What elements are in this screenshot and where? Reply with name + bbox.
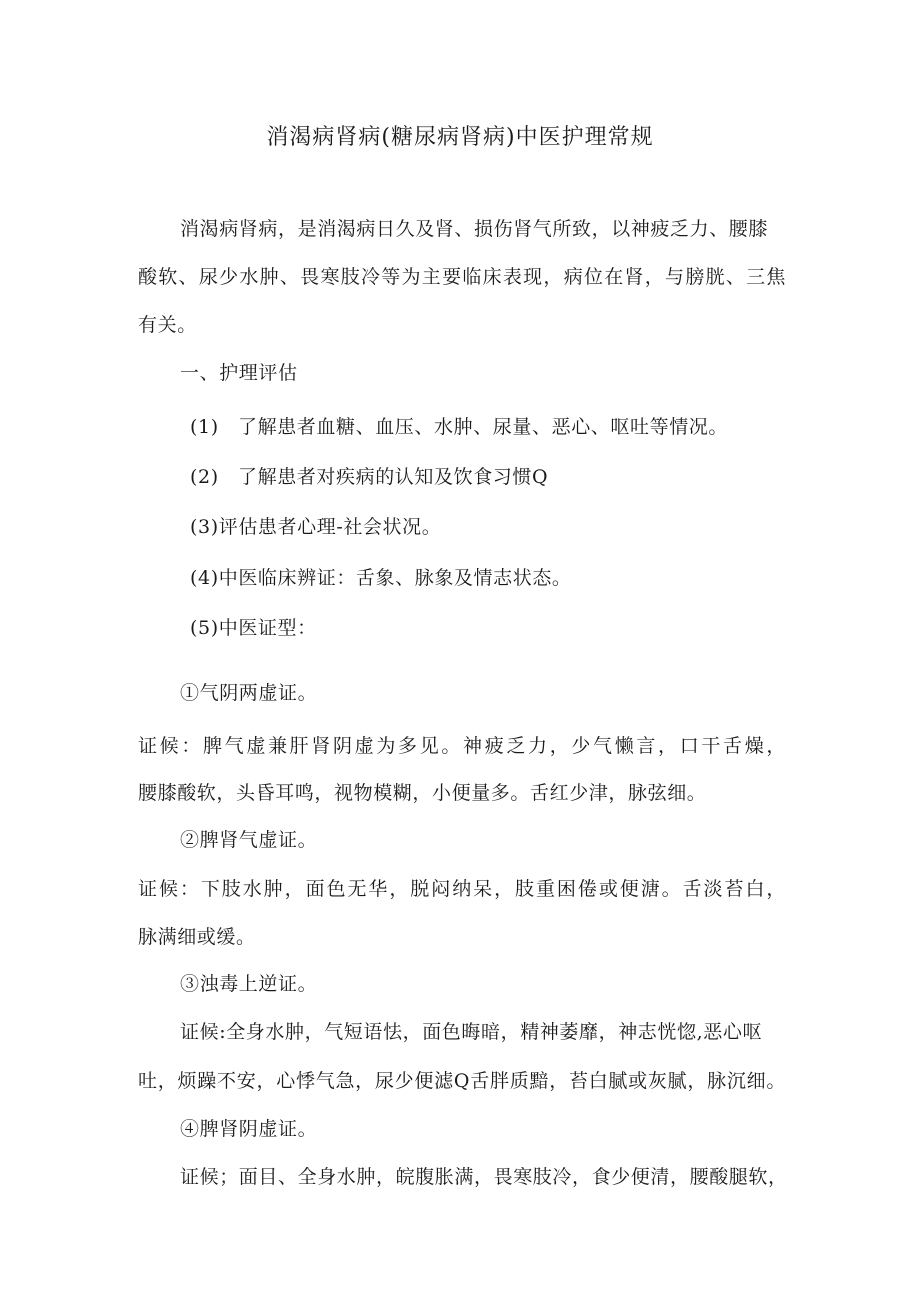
item-text: 了解患者对疾病的认知及饮食习惯Q (238, 466, 549, 488)
syndrome-2-desc-2: 脉满细或缓。 (138, 926, 256, 948)
assessment-item-5: (5)中医证型： (190, 617, 317, 639)
syndrome-4-name: ④脾肾阴虚证。 (180, 1118, 318, 1140)
syndrome-4-desc-1: 证候；面目、全身水肿，皖腹胀满，畏寒肢冷，食少便清，腰酸腿软， (180, 1166, 788, 1188)
section-heading-assessment: 一、护理评估 (180, 362, 298, 384)
item-number: (1) (190, 416, 219, 438)
assessment-item-3: (3)评估患者心理-社会状况。 (190, 516, 442, 538)
syndrome-3-desc-1: 证候:全身水肿，气短语怯，面色晦暗，精神萎靡，神志恍惚,恶心呕 (180, 1021, 763, 1043)
syndrome-2-name: ②脾肾气虚证。 (180, 829, 318, 851)
item-text: 了解患者血糖、血压、水肿、尿量、恶心、呕吐等情况。 (238, 416, 729, 438)
syndrome-1-desc-1: 证候：脾气虚兼肝肾阴虚为多见。神疲乏力，少气懒言，口干舌燥， (138, 735, 786, 757)
document-title: 消渴病肾病(糖尿病肾病)中医护理常规 (266, 125, 654, 150)
syndrome-3-desc-2: 吐，烦躁不安，心悸气急，尿少便滤Q舌胖质黯，苔白腻或灰腻，脉沉细。 (138, 1070, 786, 1092)
syndrome-1-desc-2: 腰膝酸软，头昏耳鸣，视物模糊，小便量多。舌红少津，脉弦细。 (138, 782, 707, 804)
assessment-item-1 (190, 412, 728, 442)
intro-line-2: 酸软、尿少水肿、畏寒肢冷等为主要临床表现，病位在肾，与膀胱、三焦 (138, 266, 786, 288)
syndrome-3-name: ③浊毒上逆证。 (180, 973, 318, 995)
item-number: (2) (190, 466, 219, 488)
intro-line-1: 消渴病肾病，是消渴病日久及肾、损伤肾气所致，以神疲乏力、腰膝 (180, 218, 769, 240)
syndrome-2-desc-1: 证候：下肢水肿，面色无华，脱闷纳呆，肢重困倦或便溏。舌淡苔白， (138, 878, 786, 900)
syndrome-1-name: ①气阴两虚证。 (180, 682, 318, 704)
assessment-item-2 (190, 462, 548, 492)
intro-line-3: 有关。 (138, 314, 197, 336)
assessment-item-4: (4)中医临床辨证：舌象、脉象及情志状态。 (190, 567, 572, 589)
